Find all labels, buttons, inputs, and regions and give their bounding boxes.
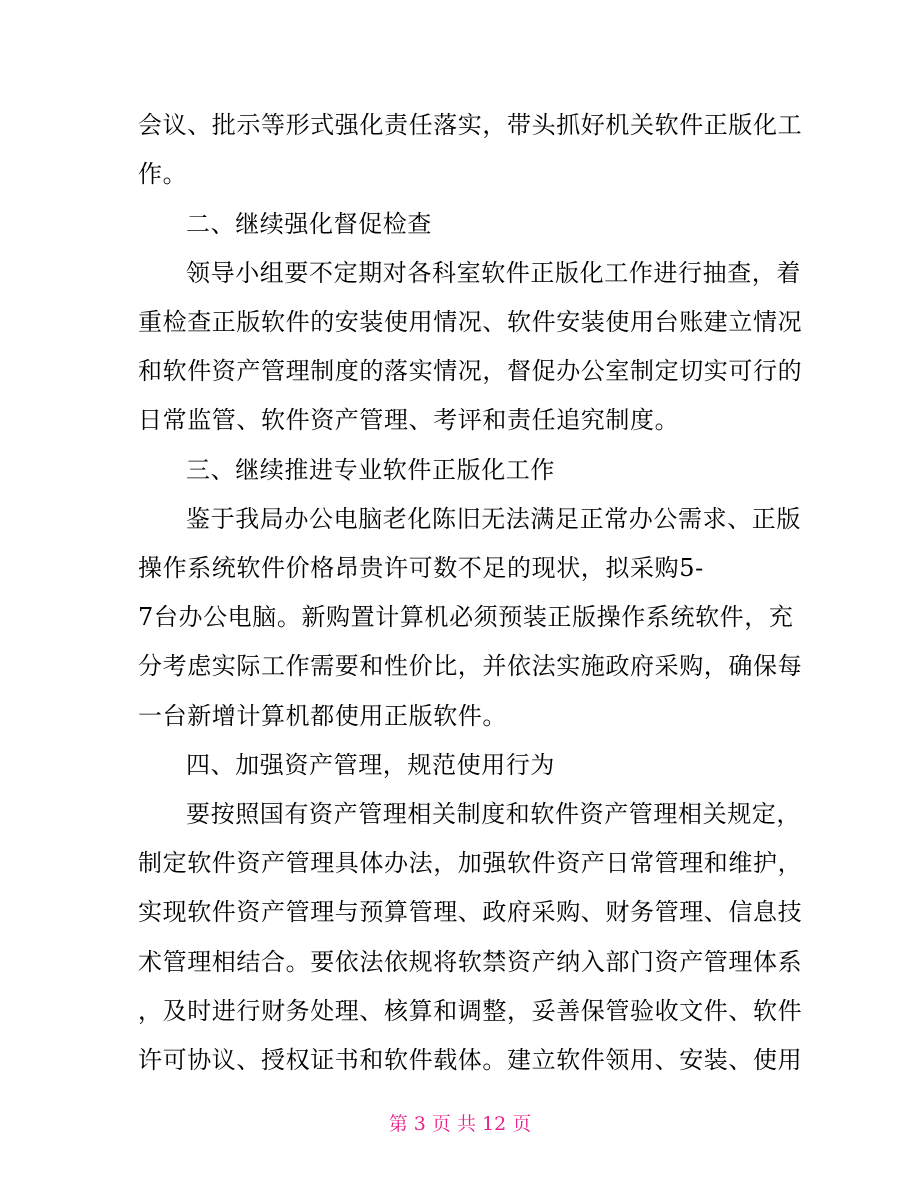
paragraph-line: 要按照国有资产管理相关制度和软件资产管理相关规定， (186, 800, 801, 828)
paragraph-line: ，及时进行财务处理、核算和调整，妥善保管验收文件、软件 (138, 997, 803, 1025)
paragraph-line: 会议、批示等形式强化责任落实，带头抓好机关软件正版化工 (138, 111, 803, 139)
paragraph-line: 日常监管、软件资产管理、考评和责任追究制度。 (138, 406, 680, 434)
paragraph-line: 和软件资产管理制度的落实情况，督促办公室制定切实可行的 (138, 357, 803, 385)
section-heading: 四、加强资产管理，规范使用行为 (186, 751, 555, 779)
paragraph-line: 鉴于我局办公电脑老化陈旧无法满足正常办公需求、正版 (186, 505, 801, 533)
section-heading: 三、继续推进专业软件正版化工作 (186, 456, 555, 484)
paragraph-line: 分考虑实际工作需要和性价比，并依法实施政府采购，确保每 (138, 652, 803, 680)
paragraph-line: 7台办公电脑。新购置计算机必须预装正版操作系统软件，充 (138, 603, 794, 631)
paragraph-line: 许可协议、授权证书和软件载体。建立软件领用、安装、使用 (138, 1046, 803, 1074)
section-heading: 二、继续强化督促检查 (186, 210, 432, 238)
paragraph-line: 实现软件资产管理与预算管理、政府采购、财务管理、信息技 (138, 898, 803, 926)
paragraph-line: 领导小组要不定期对各科室软件正版化工作进行抽查，着 (186, 259, 801, 287)
paragraph-line: 术管理相结合。要依法依规将软禁资产纳入部门资产管理体系 (138, 948, 803, 976)
paragraph-line: 重检查正版软件的安装使用情况、软件安装使用台账建立情况 (138, 308, 803, 336)
paragraph-line: 一台新增计算机都使用正版软件。 (138, 702, 507, 730)
paragraph-line: 操作系统软件价格昂贵许可数不足的现状，拟采购5- (138, 554, 704, 582)
page-number-footer: 第 3 页 共 12 页 (388, 1113, 532, 1135)
paragraph-line: 作。 (138, 160, 188, 188)
paragraph-line: 制定软件资产管理具体办法，加强软件资产日常管理和维护， (138, 849, 803, 877)
